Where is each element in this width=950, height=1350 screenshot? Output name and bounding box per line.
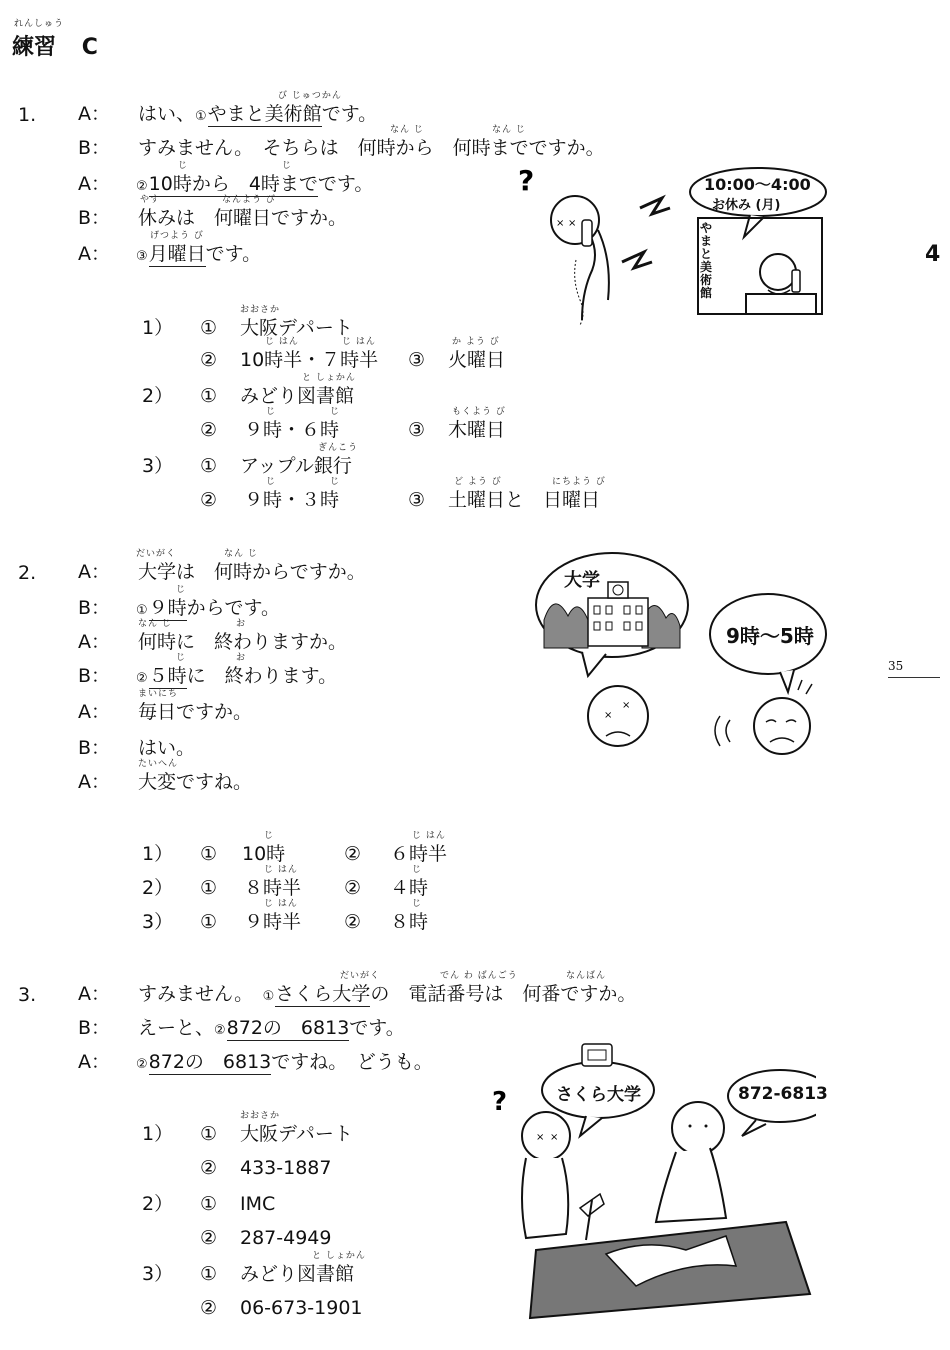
ex2-line-7: 大変ですね。 xyxy=(138,771,253,793)
ex1-drill-2-ruby1: と しょかん xyxy=(302,373,356,383)
page-title xyxy=(12,30,98,61)
ex1-drill-3-mark2: ② xyxy=(200,489,218,511)
ex1-line-1-sub: やまと美術館 xyxy=(207,103,322,125)
ex3-drill-1-t2: 433-1887 xyxy=(240,1157,332,1179)
ex1-drill-label-1: 1） xyxy=(142,317,174,339)
ex1-number: 1. xyxy=(18,104,37,126)
svg-text:×: × xyxy=(550,1132,559,1143)
ex1-drill-1-ruby1: おおさか xyxy=(240,305,281,315)
ex2-drill-2-ra: じ はん xyxy=(264,865,298,875)
ex2-line-4 xyxy=(136,664,337,691)
sign-holiday: お休み (月) xyxy=(712,198,781,213)
ex1-drill-3-ruby1: ぎんこう xyxy=(318,443,359,453)
ex3-line-1-pre: すみません。 xyxy=(138,983,263,1005)
ex1-line-4: 休みは 何曜日ですか。 xyxy=(138,207,348,229)
ex1-line-5 xyxy=(136,242,261,269)
ex2-ruby-1b: なん じ xyxy=(224,549,258,559)
ex1-line-5-post: です。 xyxy=(205,243,262,265)
ex3-drill-2-t2: 287-4949 xyxy=(240,1227,332,1249)
ex3-speaker-2: B： xyxy=(78,1017,111,1039)
ex1-drill-2-ruby2a: じ xyxy=(266,407,277,417)
ex2-drill-1-m2: ② xyxy=(344,843,362,865)
ex1-drill-1-text2: 10時半・７時半 xyxy=(240,349,379,371)
ex1-drill-1-mark1: ① xyxy=(200,317,218,339)
ex1-drill-2-mark3: ③ xyxy=(408,419,426,441)
ex2-speaker-3: A： xyxy=(78,631,110,653)
ex1-line-1-pre: はい、 xyxy=(138,103,196,125)
ex1-drill-2-text3: 木曜日 xyxy=(448,419,506,441)
museum-sign: やまと美術館 xyxy=(700,221,713,300)
ex1-drill-3-ruby2a: じ xyxy=(266,477,277,487)
ex3-drill-1-m1: ① xyxy=(200,1123,218,1145)
ex1-drill-1-text1: 大阪デパート xyxy=(240,317,353,339)
ex2-drill-3-ra: じ はん xyxy=(264,899,298,909)
ex1-drill-3-text3: 土曜日と 日曜日 xyxy=(448,489,601,511)
ex2-drill-1-b: ６時半 xyxy=(390,843,448,865)
ex1-ruby-1: び じゅつかん xyxy=(278,91,342,101)
ex2-drill-2-m2: ② xyxy=(344,877,362,899)
ex1-drill-1-ruby2a: じ はん xyxy=(265,337,299,347)
sakura-bubble: さくら大学 xyxy=(556,1085,641,1105)
hours-bubble: 9時〜5時 xyxy=(726,624,814,648)
ex2-line-5: 毎日ですか。 xyxy=(138,701,253,723)
ex1-drill-2-text1: みどり図書館 xyxy=(240,385,355,407)
title-letter: C xyxy=(81,35,98,60)
ex2-drill-1-ra: じ xyxy=(264,831,275,841)
svg-text:?: ? xyxy=(492,1087,508,1117)
ex2-line-1: 大学は 何時からですか。 xyxy=(138,561,366,583)
ex1-ruby-2b: なん じ xyxy=(492,125,526,135)
svg-text:×: × xyxy=(536,1132,545,1143)
title-ruby: れんしゅう xyxy=(14,19,65,29)
ex3-drill-1-m2: ② xyxy=(200,1157,218,1179)
ex3-drill-3-t2: 06-673-1901 xyxy=(240,1297,363,1319)
ex3-line-2 xyxy=(138,1016,405,1043)
ex2-drill-3-m1: ① xyxy=(200,911,218,933)
circle-mark-ex3-2: ② xyxy=(214,1023,226,1038)
svg-text:×: × xyxy=(622,700,631,711)
ex3-drill-1-r1: おおさか xyxy=(240,1111,281,1121)
ex3-line-2-sub: 872の 6813 xyxy=(226,1017,350,1039)
ex3-line-2-post: です。 xyxy=(349,1017,405,1039)
ex1-line-3-sub: 10時から 4時まで xyxy=(148,173,318,195)
ex2-drill-3-m2: ② xyxy=(344,911,362,933)
ex1-drill-label-2: 2） xyxy=(142,385,174,407)
ex1-line-1 xyxy=(138,102,377,129)
ex3-drill-2-t1: IMC xyxy=(240,1193,276,1215)
ex3-drill-label-3: 3） xyxy=(142,1263,174,1285)
ex1-drill-2-mark1: ① xyxy=(200,385,218,407)
ex2-speaker-5: A： xyxy=(78,701,110,723)
svg-text:×: × xyxy=(568,218,577,229)
ex3-speaker-3: A： xyxy=(78,1051,110,1073)
ex3-drill-3-m2: ② xyxy=(200,1297,218,1319)
ex2-drill-3-a: ９時半 xyxy=(244,911,302,933)
ex3-line-2-pre: えーと、 xyxy=(138,1017,215,1039)
ex1-drill-3-mark3: ③ xyxy=(408,489,426,511)
ex1-ruby-4a: やす xyxy=(140,195,161,205)
circle-mark-1: ① xyxy=(195,109,207,124)
circle-mark-ex3-3: ② xyxy=(136,1057,148,1072)
svg-text:?: ? xyxy=(518,164,535,197)
ex3-line-3-post: ですね。 どうも。 xyxy=(271,1051,433,1073)
ex1-drill-label-3: 3） xyxy=(142,455,174,477)
ex2-drill-2-a: ８時半 xyxy=(244,877,302,899)
circle-mark-3: ③ xyxy=(136,249,148,264)
title-text: 練習 xyxy=(12,35,57,60)
ex2-drill-3-b: ８時 xyxy=(390,911,429,933)
ex1-ruby-4b: なんよう び xyxy=(222,195,276,205)
ex1-drill-3-ruby3: ど よう び xyxy=(454,477,502,487)
ex2-drill-1-a: 10時 xyxy=(242,843,286,865)
ex2-ruby-1a: だいがく xyxy=(136,549,177,559)
ex2-line-3: 何時に 終わりますか。 xyxy=(138,631,348,653)
ex3-drill-3-t1: みどり図書館 xyxy=(240,1263,355,1285)
sign-hours: 10:00〜4:00 xyxy=(704,175,811,194)
ex1-drill-1-ruby3: か よう び xyxy=(452,337,500,347)
ex2-speaker-6: B： xyxy=(78,737,111,759)
ex1-drill-3-text2: ９時・３時 xyxy=(244,489,340,511)
ex1-drill-3-text1: アップル銀行 xyxy=(240,455,352,477)
ex2-ruby-2: じ xyxy=(176,585,187,595)
circle-mark-2: ② xyxy=(136,179,148,194)
ex3-ruby-1a: だいがく xyxy=(340,971,381,981)
ex1-speaker-1: A： xyxy=(78,103,110,125)
ex2-line-2-sub: ９時 xyxy=(148,597,187,619)
ex3-ruby-1b: でん わ ばんごう xyxy=(440,971,518,981)
ex2-number: 2. xyxy=(18,562,37,584)
circle-mark-ex3-1: ① xyxy=(262,989,275,1004)
ex2-drill-label-3: 3） xyxy=(142,911,174,933)
ex2-ruby-7: たいへん xyxy=(138,759,179,769)
ex3-drill-3-m1: ① xyxy=(200,1263,218,1285)
ex1-line-3-post: です。 xyxy=(317,173,374,195)
ex3-ruby-1c: なんばん xyxy=(566,971,607,981)
circle-mark-ex2-2: ② xyxy=(136,671,148,686)
svg-text:×: × xyxy=(556,218,565,229)
chapter-number: 4 xyxy=(925,242,941,267)
ex1-drill-1-text3: 火曜日 xyxy=(448,349,506,371)
ex1-drill-3-ruby2b: じ xyxy=(330,477,341,487)
ex2-drill-2-b: ４時 xyxy=(390,877,429,899)
ex1-speaker-2: B： xyxy=(78,137,111,159)
ex2-drill-3-rb: じ xyxy=(412,899,423,909)
ex1-drill-2-ruby3: もくよう び xyxy=(452,407,506,417)
ex3-drill-label-2: 2） xyxy=(142,1193,174,1215)
ex2-drill-label-1: 1） xyxy=(142,843,174,865)
ex1-drill-1-mark3: ③ xyxy=(408,349,426,371)
ex3-drill-2-m2: ② xyxy=(200,1227,218,1249)
ex2-drill-1-rb: じ はん xyxy=(412,831,446,841)
ex3-number: 3. xyxy=(18,984,37,1006)
ex3-line-1-post: の 電話番号は 何番ですか。 xyxy=(370,983,637,1005)
ex1-speaker-5: A： xyxy=(78,243,110,265)
university-bubble: 大学 xyxy=(564,570,600,591)
ex1-line-1-post: です。 xyxy=(321,103,378,125)
ex1-drill-2-text2: ９時・６時 xyxy=(244,419,340,441)
ex1-ruby-3b: じ xyxy=(282,161,293,171)
ex2-ruby-4b: お xyxy=(236,653,247,663)
ex3-line-1 xyxy=(138,982,636,1009)
ex1-line-2: すみません。 そちらは 何時から 何時までですか。 xyxy=(138,137,605,159)
ex2-line-6: はい。 xyxy=(138,737,196,759)
ex1-ruby-2a: なん じ xyxy=(390,125,424,135)
ex3-drill-label-1: 1） xyxy=(142,1123,174,1145)
page-number-rule xyxy=(888,677,940,678)
ex1-drill-1-ruby2b: じ はん xyxy=(342,337,376,347)
ex2-line-4-sub: ５時 xyxy=(148,665,187,687)
ex1-drill-2-ruby2b: じ xyxy=(330,407,341,417)
ex1-speaker-4: B： xyxy=(78,207,111,229)
ex3-drill-2-m1: ① xyxy=(200,1193,218,1215)
ex2-drill-1-m1: ① xyxy=(200,843,218,865)
ex1-drill-3-ruby4: にちよう び xyxy=(552,477,606,487)
ex3-drill-1-t1: 大阪デパート xyxy=(240,1123,353,1145)
ex2-ruby-3b: お xyxy=(236,619,247,629)
ex1-line-5-sub: 月曜日 xyxy=(148,243,206,265)
page-number: 35 xyxy=(888,659,904,673)
circle-mark-ex2-1: ① xyxy=(136,603,148,618)
ex1-speaker-3: A： xyxy=(78,173,110,195)
ex2-speaker-4: B： xyxy=(78,665,111,687)
ex2-speaker-1: A： xyxy=(78,561,110,583)
ex2-speaker-7: A： xyxy=(78,771,110,793)
ex3-drill-3-r1: と しょかん xyxy=(312,1251,366,1261)
ex2-drill-2-m1: ① xyxy=(200,877,218,899)
ex1-drill-3-mark1: ① xyxy=(200,455,218,477)
number-bubble: 872-6813 xyxy=(738,1084,828,1104)
ex3-line-3 xyxy=(136,1050,433,1077)
ex1-ruby-5: げつよう び xyxy=(150,231,204,241)
ex2-speaker-2: B： xyxy=(78,597,111,619)
ex3-speaker-1: A： xyxy=(78,983,110,1005)
ex1-drill-1-mark2: ② xyxy=(200,349,218,371)
ex2-line-2-post: からです。 xyxy=(186,597,280,619)
svg-text:×: × xyxy=(604,710,613,721)
ex1-ruby-3a: じ xyxy=(178,161,189,171)
ex2-ruby-4a: じ xyxy=(176,653,187,663)
ex1-drill-2-mark2: ② xyxy=(200,419,218,441)
ex2-drill-2-rb: じ xyxy=(412,865,423,875)
ex2-line-4-post: に 終わります。 xyxy=(186,665,338,687)
ex2-ruby-3a: なん じ xyxy=(138,619,172,629)
ex2-ruby-5: まいにち xyxy=(138,689,179,699)
ex3-line-1-sub: さくら大学 xyxy=(275,983,371,1005)
ex3-line-3-sub: 872の 6813 xyxy=(148,1051,272,1073)
ex2-drill-label-2: 2） xyxy=(142,877,174,899)
